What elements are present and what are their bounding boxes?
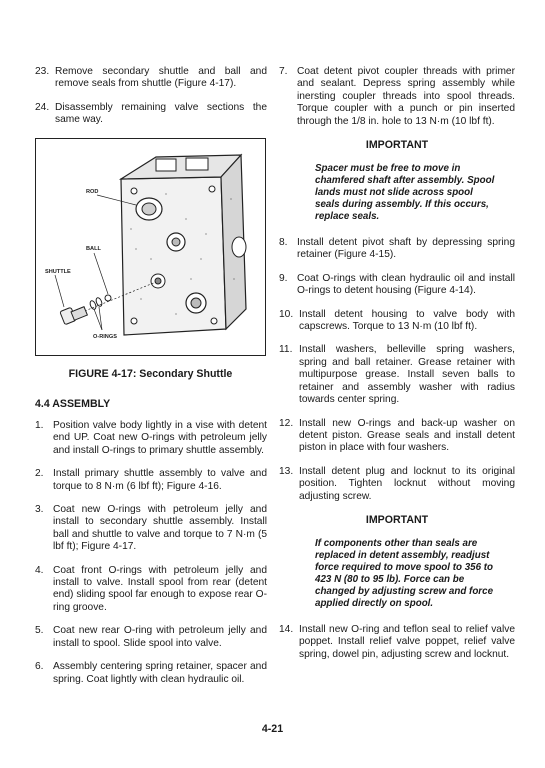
item-text: Coat O-rings with clean hydraulic oil and install O-rings to detent housing (Figure 4-14). xyxy=(297,272,515,297)
list-item xyxy=(35,102,267,127)
secondary-shuttle-illustration xyxy=(36,139,265,355)
item-number: 5. xyxy=(35,625,44,637)
item-number: 11. xyxy=(279,344,293,356)
list-item xyxy=(35,625,267,650)
item-text: Coat detent pivot coupler threads with primer and sealant. Depress spring assembly while inersting coupler threads into spool threads. Torque coupler with a punch or pin inserted through the 1/8 in. hole to 13 N·m (10 lbf ft). xyxy=(297,66,515,127)
item-text: Coat new O-rings with petroleum jelly and install to secondary shuttle assembly. Install ball and shuttle to valve and torque to 7 N·m (5 lbf ft); Figure 4-17. xyxy=(53,504,267,553)
top-boss xyxy=(186,158,208,170)
list-item xyxy=(279,66,515,128)
item-number: 14. xyxy=(279,623,294,635)
item-text: Assembly centering spring retainer, spacer and spring. Coat lightly with clean hydraulic oil. xyxy=(53,661,267,685)
list-item xyxy=(35,468,267,493)
ball xyxy=(105,295,111,301)
page-number: 4-21 xyxy=(261,723,284,735)
list-item xyxy=(35,420,267,457)
port-inner xyxy=(172,238,180,246)
item-number: 10. xyxy=(279,308,294,320)
item-number: 4. xyxy=(35,564,44,576)
item-number: 9. xyxy=(279,272,288,284)
item-number: 3. xyxy=(35,504,44,516)
item-text: Install primary shuttle assembly to valve and torque to 8 N·m (6 lbf ft); Figure 4-16. xyxy=(53,468,267,492)
item-number: 6. xyxy=(35,661,44,673)
item-number: 1. xyxy=(35,420,44,431)
item-number: 23. xyxy=(35,66,50,77)
item-number: 2. xyxy=(35,468,44,480)
item-text: Install washers, belleville spring washers, spring and ball retainer. Grease retainer with multipurpose grease. Install seven balls to retainer and assembly washer with radius towards center spring. xyxy=(299,344,515,406)
list-item xyxy=(279,237,515,262)
bolt-hole xyxy=(131,318,137,324)
list-item xyxy=(279,273,515,298)
shuttle-label: SHUTTLE xyxy=(45,269,71,275)
top-boss xyxy=(156,159,176,171)
item-text: Install detent housing to valve body with capscrews. Torque to 13 N·m (10 lbf ft). xyxy=(299,308,515,333)
item-number: 8. xyxy=(279,237,288,249)
bolt-hole xyxy=(211,318,217,324)
list-item xyxy=(279,309,515,334)
item-text: Install detent plug and locknut to its original position. Tighten locknut without moving adjusting screw. xyxy=(299,465,515,502)
list-item xyxy=(35,504,267,554)
shuttle-leader xyxy=(55,275,64,307)
important-heading: IMPORTANT xyxy=(365,513,429,526)
figure-frame xyxy=(35,138,266,356)
assembly-list xyxy=(35,420,267,697)
figure-caption: FIGURE 4-17: Secondary Shuttle xyxy=(68,368,233,380)
valve-body-front xyxy=(121,177,226,335)
port-inner xyxy=(191,298,201,308)
list-item xyxy=(35,565,267,615)
shuttle-bore-inner xyxy=(155,278,161,284)
bolt-hole xyxy=(131,188,137,194)
spool-end xyxy=(232,237,246,257)
item-number: 13. xyxy=(279,465,294,477)
right-column xyxy=(279,66,515,672)
left-column-top xyxy=(35,66,267,138)
list-item xyxy=(35,661,267,686)
item-text: Coat new rear O-ring with petroleum jelly and install to spool. Slide spool into valve. xyxy=(53,625,267,649)
item-text: Install new O-rings and back-up washer on detent piston. Grease seals and install detent piston in place with four washers. xyxy=(299,417,515,454)
item-text: Disassembly remaining valve sections the same way. xyxy=(55,101,267,126)
rod-label: ROD xyxy=(86,189,99,195)
bolt-hole xyxy=(209,186,215,192)
list-item xyxy=(279,624,515,661)
important-note: If components other than seals are replaced in detent assembly, readjust force required to move spool to 356 to 423 N (80 to 95 lb). Force can be changed by adjusting screw and force applied directly on spool. xyxy=(315,537,494,609)
ball-label: BALL xyxy=(86,246,101,252)
orings-label: O-RINGS xyxy=(93,334,117,340)
item-text: Install detent pivot shaft by depressing spring retainer (Figure 4-15). xyxy=(297,237,515,261)
item-text: Coat front O-rings with petroleum jelly and install to valve. Install spool from rear (detent end) sliding spool far enough to expose rear O-ring groove. xyxy=(53,564,267,613)
important-heading: IMPORTANT xyxy=(365,139,429,152)
item-text: Position valve body lightly in a vise with detent end UP. Coat new O-rings with petroleum jelly and install O-rings to primary shuttle assembly. xyxy=(53,420,267,456)
item-text: Install new O-ring and teflon seal to relief valve poppet. Install relief valve poppet, relief valve spring, dowel pin, adjusting screw and locknut. xyxy=(299,623,515,660)
shuttle-part xyxy=(71,307,87,321)
item-number: 24. xyxy=(35,101,50,113)
section-heading: 4.4 ASSEMBLY xyxy=(35,398,111,410)
important-note: Spacer must be free to move in chamfered shaft after assembly. Spool lands must not slide across spool seals during assembly. If this occurs, replace seals. xyxy=(315,163,495,223)
list-item xyxy=(279,466,515,503)
list-item xyxy=(35,66,267,91)
ball-leader xyxy=(94,253,108,294)
list-item xyxy=(279,418,515,455)
rod-port-inner xyxy=(142,203,156,215)
item-number: 12. xyxy=(279,417,294,429)
list-item xyxy=(279,344,515,406)
item-number: 7. xyxy=(279,66,288,77)
item-text: Remove secondary shuttle and ball and remove seals from shuttle (Figure 4-17). xyxy=(55,66,267,90)
